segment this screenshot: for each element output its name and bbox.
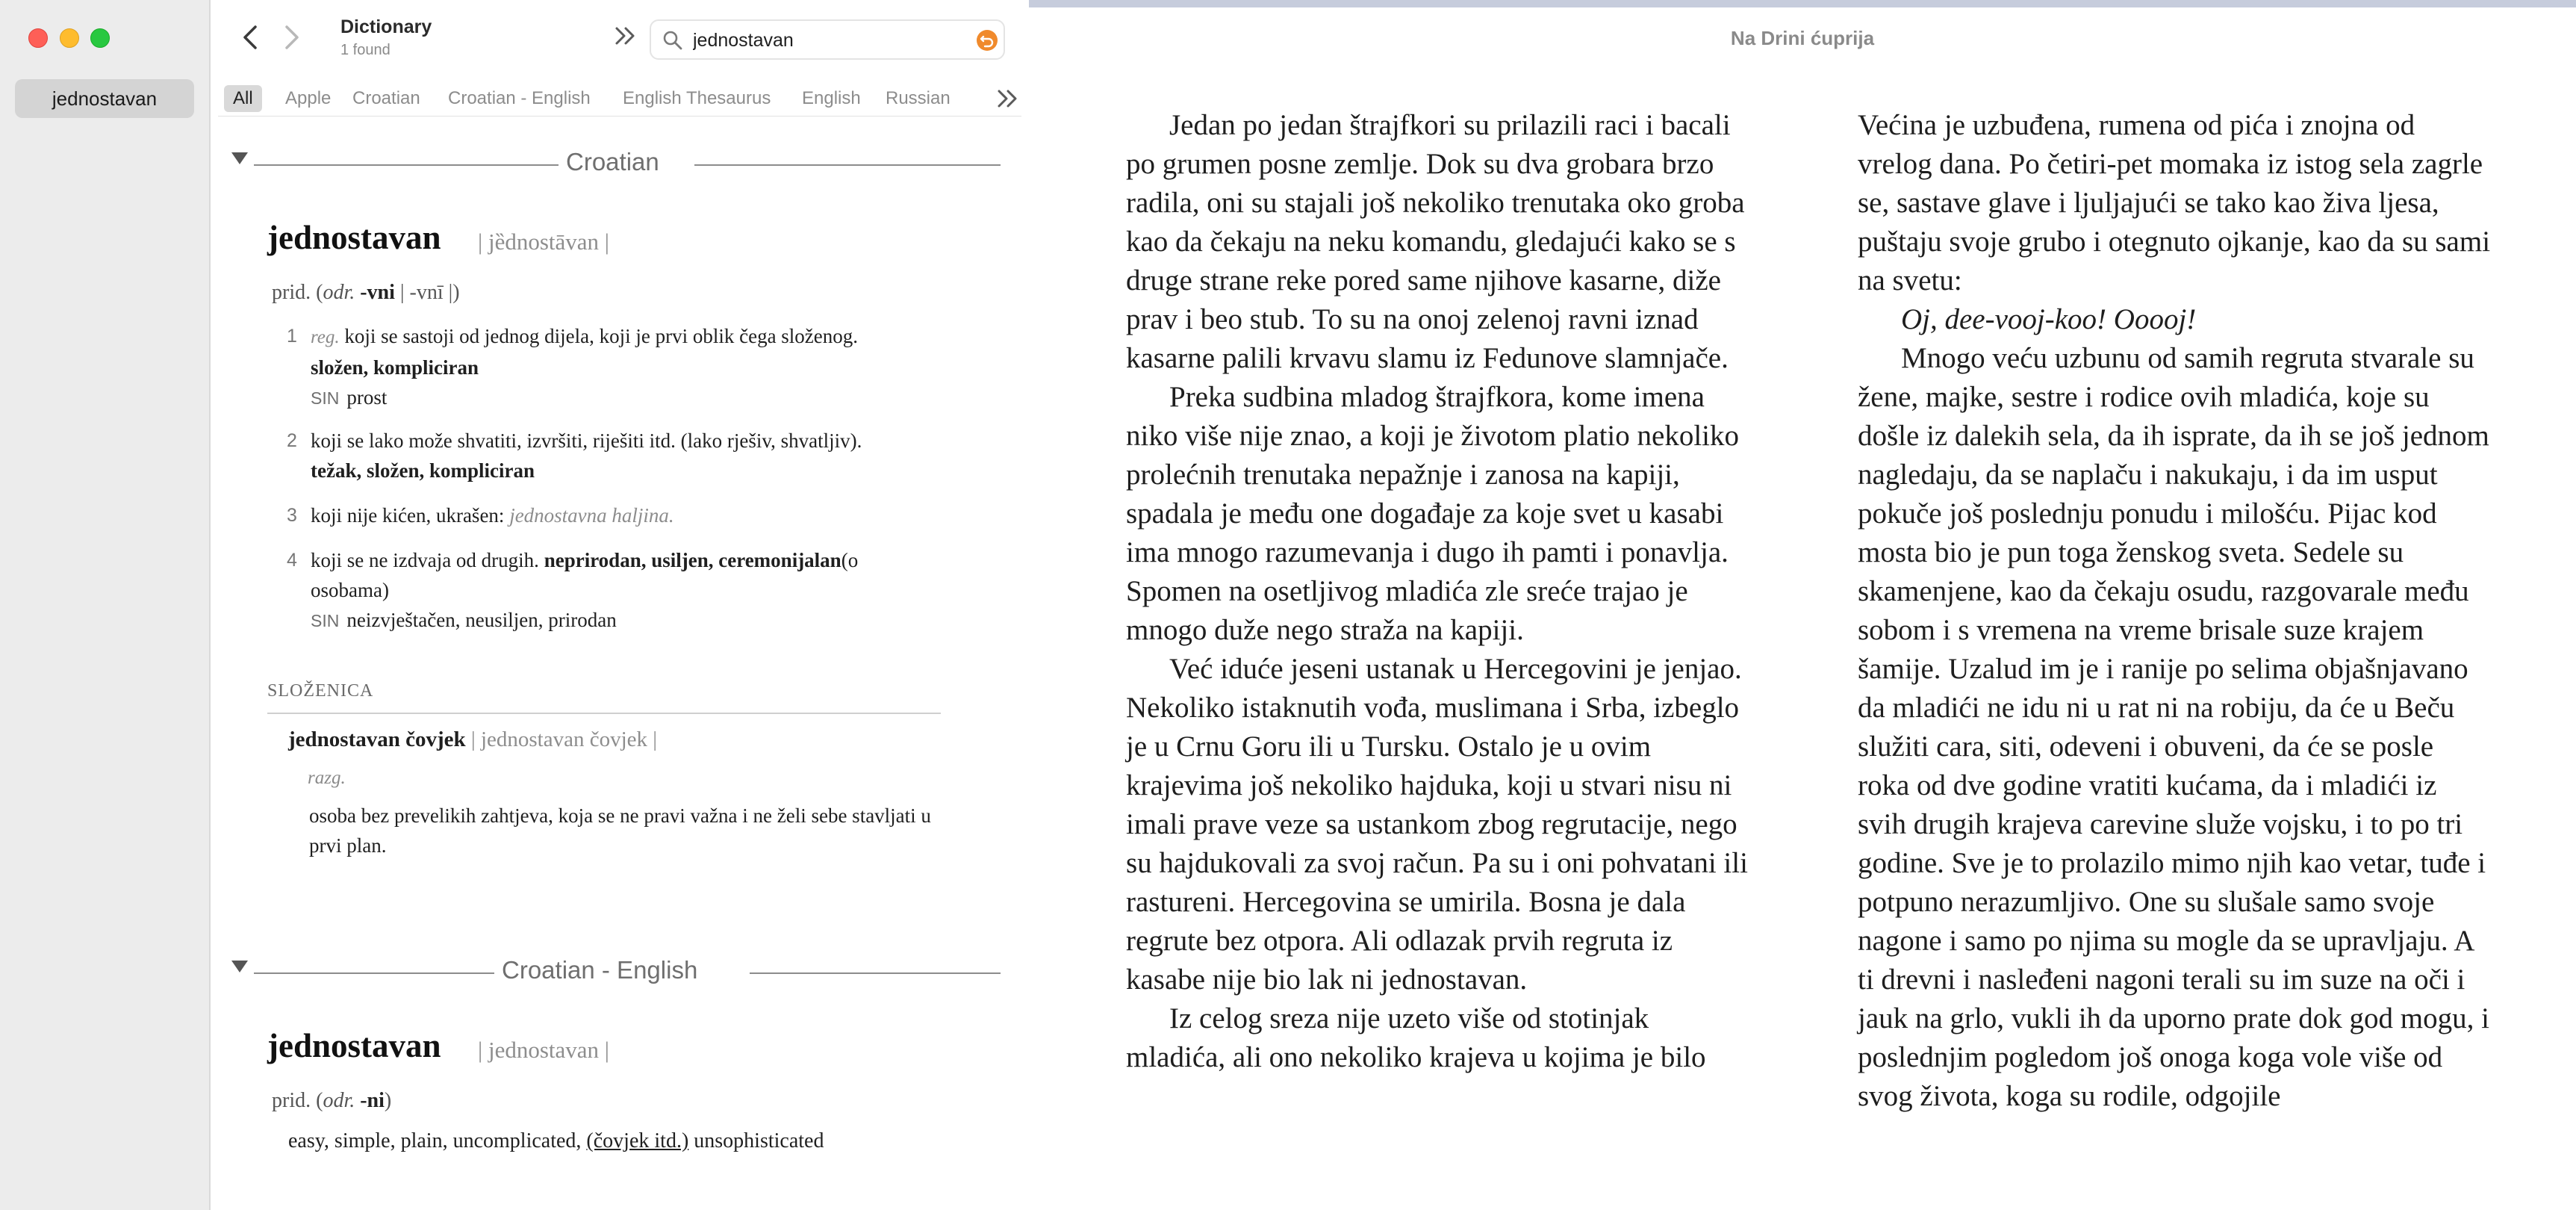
pos-label: prid. <box>272 1089 311 1112</box>
sense-text: koji nije kićen, ukrašen: <box>311 504 505 527</box>
synonyms: prost <box>346 386 388 409</box>
tab-croatian-english[interactable]: Croatian - English <box>448 88 591 108</box>
compound-term: jednostavan čovjek <box>288 727 466 751</box>
double-chevron-right-icon <box>612 21 639 51</box>
tab-russian[interactable]: Russian <box>886 88 951 108</box>
sense-number: 3 <box>287 505 297 526</box>
verse-line: Oj, dee-vooj-koo! Ooooj! <box>1901 303 2197 335</box>
book-window <box>1029 0 2576 1210</box>
synonym-label: SIN <box>311 388 340 408</box>
paragraph: Većina je uzbuđena, rumena od pića i znojna od vrelog dana. Po četiri-pet momaka iz istog sela zagrle se, sastave glave i ljuljajući se tako kao živa ljesa, puštaju svoje grubo i otegnuto ojkanje, kao da su sami na svetu: <box>1858 109 2491 297</box>
section-divider <box>254 164 559 166</box>
results-count: 1 found <box>340 42 391 58</box>
undo-arrow-icon <box>977 30 998 51</box>
tab-apple[interactable]: Apple <box>285 88 332 108</box>
translation-text-end: unsophisticated <box>694 1129 824 1152</box>
paragraph: Preka sudbina mladog štrajfkora, kome imena niko više nije znao, a koji je životom platio nekoliko prolećnih trenutaka nepažnje i zanosa na kapiji, spadala je među one događaje za koje svet u kasabi ima mnogo razumevanja i dugo ih pamti i ponavlja. Spomen na osetljivog mladića zle sreće trajao je mnogo duže nego straža na kapiji. <box>1126 381 1739 646</box>
double-chevron-right-icon <box>995 84 1021 114</box>
synonyms: neizvještačen, neusiljen, prirodan <box>346 609 617 631</box>
toolbar-overflow-button[interactable] <box>612 21 639 57</box>
dictionary-window <box>0 0 1029 1210</box>
pronunciation: | jȅdnostāvan | <box>478 229 609 255</box>
sense-2 <box>287 426 899 485</box>
forward-button[interactable] <box>276 21 306 54</box>
pronunciation: | jednostavan | <box>478 1037 609 1063</box>
pos-main-form: -ni <box>360 1089 385 1112</box>
tab-english-thesaurus[interactable]: English Thesaurus <box>623 88 771 108</box>
book-title: Na Drini ćuprija <box>1730 27 1875 49</box>
book-column-right <box>1858 106 2492 1116</box>
pos-abbr: odr. <box>323 1089 355 1112</box>
section-header-croatian[interactable] <box>231 148 1001 181</box>
pos-abbr: odr. <box>323 281 355 304</box>
sense-note: (o osobama) <box>311 549 859 601</box>
sense-text: koji se sastoji od jednog dijela, koji je prvi oblik čega složenog. <box>344 325 859 347</box>
sense-number: 2 <box>287 430 297 451</box>
back-button[interactable] <box>236 21 266 54</box>
search-box[interactable] <box>650 19 1005 60</box>
section-divider <box>254 972 494 974</box>
compound-section-label: SLOŽENICA <box>267 681 374 701</box>
dictionary-toolbar <box>211 0 1029 73</box>
search-input[interactable] <box>693 27 954 54</box>
translation-text: easy, simple, plain, uncomplicated, <box>288 1129 582 1152</box>
part-of-speech <box>272 281 460 305</box>
close-window-button[interactable] <box>28 28 48 48</box>
section-title: Croatian <box>566 148 659 176</box>
paragraph: Iz celog sreza nije uzeto više od stotinjak mladića, ali ono nekoliko krajeva u kojima je bilo <box>1126 1002 1706 1073</box>
tabs-overflow-button[interactable] <box>995 84 1021 120</box>
pos-other-forms: | -vnī |) <box>399 281 460 304</box>
compound-headword <box>288 727 657 752</box>
section-header-croatian-english[interactable] <box>231 956 1001 989</box>
pos-main-form: -vni <box>360 281 395 304</box>
clear-search-button[interactable] <box>977 30 998 51</box>
section-divider <box>694 164 1001 166</box>
chevron-right-icon <box>276 21 306 54</box>
paragraph: Već iduće jeseni ustanak u Hercegovini je jenjao. Nekoliko istaknutih vođa, muslimana i Srba, izbeglo je u Crnu Goru ili u Tursku. Ostalo je u ovim krajevima još nekoliko hajduka, koji u stvari nisu ni imali prave veze sa ustankom zbog regrutacije, nego su hajdukovali za svoj račun. Pa su i oni pohvatani ili rastureni. Hercegovina se umirila. Bosna je dala regrute bez otpora. Ali odlazak prvih regruta iz kasabe nije bio lak ni jednostavan. <box>1126 653 1748 996</box>
disclosure-triangle-icon[interactable] <box>231 961 248 972</box>
sense-antonyms: težak, složen, kompliciran <box>311 459 535 482</box>
sidebar-result-item[interactable]: jednostavan <box>15 79 194 118</box>
pos-open: ( <box>316 281 323 304</box>
dictionary-main <box>211 0 1029 1210</box>
tab-croatian[interactable]: Croatian <box>352 88 420 108</box>
translation-context[interactable]: (čovjek itd.) <box>586 1129 689 1152</box>
section-divider <box>750 972 1001 974</box>
part-of-speech <box>272 1089 391 1113</box>
chevron-left-icon <box>236 21 266 54</box>
compound-pronunciation: | jednostavan čovjek | <box>470 727 658 751</box>
sense-text: koji se ne izdvaja od drugih. <box>311 549 539 571</box>
sense-number: 4 <box>287 550 297 571</box>
pos-label: prid. <box>272 281 311 304</box>
paragraph: Mnogo veću uzbunu od samih regruta stvarale su žene, majke, sestre i rodice ovih mladića, koje su došle iz dalekih sela, da ih isprate, da ih se još jednom nagledaju, da se naplaču i nakukaju, i da im usput pokuče još poslednju ponudu i milošću. Pijac kod mosta bio je pun toga ženskog sveta. Sedele su skamenjene, kao da čekaju osudu, razgovarale među sobom i s vremena na vreme brisale suze krajem šamije. Uzalud im je i ranije po selima objašnjavano da mladići ne idu ni u rat ni na robiju, da će u Beču služiti cara, siti, odeveni i obuveni, da će se posle roka od dve godine vratiti kućama, da i mladići iz svih drugih krajeva carevine služe vojsku, i to po tri godine. Sve je to prolazilo mimo njih kao vetar, tuđe i potpuno nerazumljivo. One su slušale samo svoje nagone i samo po njima su mogle da se upravljaju. A ti drevni i nasleđeni nagoni terali su im suze na oči i jauk na grlo, vukli ih da uporno prate dok god mogu, i poslednjim pogledom još onoga koga vole više od svog života, koga su rodile, odgojile <box>1858 342 2489 1112</box>
headword: jednostavan <box>267 219 441 256</box>
dictionary-content <box>211 120 1029 1210</box>
sense-3 <box>287 500 899 530</box>
pos-forms: (odr. -ni) <box>316 1089 392 1112</box>
disclosure-triangle-icon[interactable] <box>231 152 248 164</box>
synonym-label: SIN <box>311 611 340 630</box>
dictionary-source-tabs <box>218 79 1021 117</box>
headword: jednostavan <box>267 1027 441 1064</box>
compound-divider <box>267 713 941 714</box>
dictionary-sidebar <box>0 0 211 1210</box>
sense-4 <box>287 545 899 636</box>
sense-text: koji se lako može shvatiti, izvršiti, riješiti itd. (lako rješiv, shvatljiv). <box>311 429 862 452</box>
window-top-edge <box>1029 0 2576 7</box>
sense-antonyms: neprirodan, usiljen, ceremonijalan <box>544 549 841 571</box>
sense-antonyms: složen, kompliciran <box>311 356 479 379</box>
paragraph: Jedan po jedan štrajfkori su prilazili raci i bacali po grumen posne zemlje. Dok su dva grobara brzo radila, oni su stajali još nekoliko trenutaka oko groba kao da čekaju na neku komandu, gledajući kako se s druge strane reke pored same njihove kasarne, diže prav i beo stub. To su na onoj zelenoj ravni iznad kasarne palili krvavu slamu iz Fedunove slamnjače. <box>1126 109 1745 374</box>
usage-example: jednostavna haljina. <box>509 504 674 527</box>
maximize-window-button[interactable] <box>90 28 110 48</box>
search-icon <box>662 29 684 52</box>
tab-english[interactable]: English <box>802 88 861 108</box>
section-title: Croatian - English <box>502 956 698 984</box>
compound-definition: osoba bez prevelikih zahtjeva, koja se ne pravi važna i ne želi sebe stavljati u prvi plan. <box>309 804 931 857</box>
dictionary-title: Dictionary <box>340 16 432 37</box>
tab-all[interactable]: All <box>224 85 262 112</box>
sense-1 <box>287 321 899 413</box>
book-column-left <box>1126 106 1753 1077</box>
translation <box>288 1129 824 1153</box>
compound-register: razg. <box>308 768 346 788</box>
minimize-window-button[interactable] <box>60 28 79 48</box>
sense-number: 1 <box>287 326 297 347</box>
register-label: reg. <box>311 327 340 347</box>
